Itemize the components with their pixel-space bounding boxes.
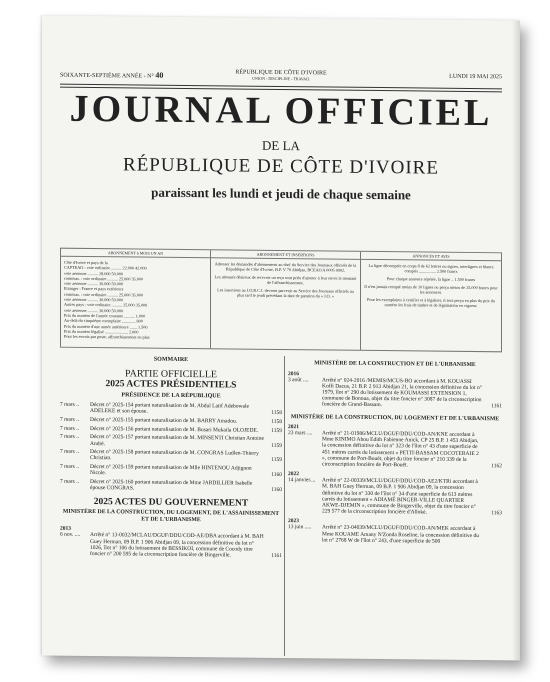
year-label: 2021 [288, 424, 299, 431]
motto: UNION - DISCIPLINE - TRAVAIL [252, 75, 310, 82]
entry-text: Décret n° 2025-159 portant naturalisation de Mlle HINTENOU Adjignon Nicole. [90, 464, 252, 477]
summary-heading: SOMMAIRE [153, 356, 189, 364]
subscription-box [60, 248, 502, 353]
journal-title: JOURNAL OFFICIEL [69, 87, 493, 135]
rate-line: CAPTEAO : voie ordinaire .......... 22.000 42.000 [64, 265, 147, 271]
entry-page: 1158 [271, 410, 282, 417]
year-label: SOIXANTE-SEPTIÈME ANNÉE - N° [60, 72, 154, 80]
toc-entry[interactable] [60, 417, 282, 426]
entry-date: 7 mars .. [60, 433, 79, 441]
government-acts-heading: 2025 ACTES DU GOUVERNEMENT [93, 497, 249, 510]
toc-entry[interactable] [288, 377, 502, 410]
insertions-header: ABONNEMENT ET INSERTIONS [211, 250, 360, 260]
insertions-paragraph: Adresser les demandes d'abonnement au chef du Service des Journaux officiels de la République de Côte d'Ivoire, B.P. V 70 Abidjan, BCEAO A 0005 0002. [214, 261, 357, 273]
republic-header [60, 68, 502, 85]
toc-entry[interactable] [60, 425, 282, 434]
rate-line: Au-delà du cinquième exemplaire ............. 800 [64, 317, 143, 324]
entry-text: Arrêté n° 23-04039/MCLU/DGUF/DDU/COD-AN/MEK accordant à Mme KOUAME Amany N'Zonda Roseline, la concession définitive du lot n° 2768 W de l'îlot n° 243, d'une superficie de 500 [322, 524, 479, 545]
entry-date: 6 nov. .... [60, 532, 81, 539]
rates-header: ABONNEMENT 6 MOIS UN AN [61, 249, 210, 259]
entry-text: Arrêté n° 22-00339/MCLU/DGUF/DDU/COD-AE2/KTRi accordant à M. BAH Guey Herman, 09 B.P. 1 906 Abidjan 09, la concession définitive du lot n° 330 de l'îlot n° 34 d'une superficie de 613 mètres carrés du lotissement « ADIAMÉ BINGER-VILLE QUARTIER AKWE-DJEMIN », commune de Bingerville, objet du titre foncier n° 229 577 de la circonscription foncière d'Alloké. [322, 477, 478, 516]
journal-cover-page [42, 15, 520, 660]
ministry-heading: MINISTÈRE DE LA CONSTRUCTION ET DE L'URBANISME [314, 360, 476, 369]
entry-text: Décret n° 2025-157 portant naturalisation de M. MINSENTI Christian Antoine André. [90, 434, 264, 447]
toc-entry[interactable] [60, 532, 282, 559]
notices-header: ANNONCES ET AVIS [361, 252, 501, 261]
entry-text: Décret n° 2025-160 portant naturalisation de Mme JARDILLIER Isabelle épouse CONGRAS. [90, 479, 253, 492]
entry-text: Arrêté n° 024-2016 /MEMIS/MCUS-BO accordant à M. KOUASSI Koffi Dacus, 21 B.P. 2 913 Abidjan 21, la concession définitive du lot n° 1979, îlot n° 290 du lotissement de KOUMASSI EXTENSION 1, commune de Bonoua, objet du titre foncier n° 3087 de la circonscription foncière de Grand-Bassam. [322, 376, 482, 409]
masthead [42, 87, 520, 204]
rate-line: Prix du numéro légalisé ...................... 2.000 [64, 328, 139, 335]
ministry-heading: MINISTÈRE DE LA CONSTRUCTION, DU LOGEMENT, DE L'ASSAINISSEMENT ET DE L'URBANISME [62, 509, 280, 524]
rate-line: commun. : voie ordinaire .......... 25.000 35.000 [64, 291, 143, 298]
subscription-notices-column [361, 252, 501, 351]
entry-page: 1158 [271, 418, 282, 425]
entry-date: 23 mars .... [288, 430, 313, 437]
rate-line: Etranger : France et pays extérieurs [64, 286, 124, 292]
entry-page: 1162 [491, 463, 502, 470]
year-label: 2016 [288, 370, 299, 377]
insertions-paragraph: Les abonnés désireux de recevoir un reçu sont priés d'ajouter à leur envoi le montant de l'affranchissement. [214, 274, 357, 286]
notices-paragraph: Il n'est jamais compté moins de 10 lignes ou perçu moins de 25.000 francs pour les annonces. [364, 283, 498, 295]
entry-date: 7 mars .. [60, 416, 79, 423]
column-divider [284, 356, 285, 656]
entry-date: 7 mars .. [60, 425, 79, 432]
entry-date: 13 juin ..... [288, 524, 312, 531]
toc-entry[interactable] [288, 430, 502, 469]
republic-name: RÉPUBLIQUE DE CÔTE D'IVOIRE [235, 69, 327, 77]
entry-text: Décret n° 2025-158 portant naturalisation de M. CONGRAS Ludlen-Thierry Christian. [90, 449, 259, 462]
rate-line: Prix du numéro d'une année antérieure ....... 1.500 [64, 323, 148, 330]
notices-paragraph: Pour chaque annonce répétée, la ligne .. 1.500 francs [386, 276, 476, 283]
toc-entry[interactable] [288, 525, 502, 546]
entry-page: 1161 [491, 403, 502, 410]
entry-date: 7 mars .. [60, 448, 79, 456]
year-label: 2013 [60, 526, 71, 533]
subscription-insertions-column [211, 250, 361, 350]
entry-date: 14 janvier.... [288, 477, 316, 484]
entry-page: 1161 [271, 552, 282, 560]
entry-page: 1160 [271, 487, 282, 494]
rate-line: Pour les envois par poste, affranchissement en plus [64, 333, 150, 340]
rate-line: Autres pays : voie ordinaire .......... 25.000 35.000 [64, 302, 148, 308]
rate-line: voie aérienne .......... 30.000 50.000 [64, 307, 124, 314]
de-la-label: DE LA [262, 137, 300, 154]
ministry-heading: MINISTÈRE DE LA CONSTRUCTION, DU LOGEMENT ET DE L'URBANISME [290, 413, 500, 422]
rate-line: Côte d'Ivoire et pays de la [64, 259, 108, 266]
year-label: 2022 [288, 471, 299, 478]
summary-left-column [60, 356, 282, 562]
rate-line: voie aérienne .......... 30.000 50.000 [64, 296, 124, 303]
entry-page: 1160 [271, 472, 282, 479]
entry-date: 7 mars .. [60, 463, 79, 471]
entry-text: Arrêté n° 21-01986/MCLU/DGUF/DDU/COD-AN/KNE accordant à Mme KINIMO Ahou Edith Fabienne Anick, CP 25 B.P. 1 453 Abidjan, la concession définitive du lot n° 323 de l'îlot n° 43 d'une superficie de 451 mètres carrés du lotissement « PETIT-BASSAM COCOTERAIE 2 », commune de Port-Bouët, objet du titre foncier n° 210 339 de la circonscription foncière de Port-Bouët. [322, 430, 479, 469]
rate-line: commun. : voie ordinaire .......... 25.000 35.000 [64, 275, 143, 282]
notices-paragraph: Pour les exemplaires à certifier et à légaliser, il sera perçu en plus du prix du numéro les frais de timbre et de légalisation en vigueur. [367, 296, 495, 309]
toc-entry[interactable] [288, 477, 502, 516]
presidency-heading: PRÉSIDENCE DE LA RÉPUBLIQUE [121, 392, 221, 400]
toc-entry[interactable] [60, 449, 282, 464]
entry-page: 1163 [491, 510, 502, 517]
presidential-acts-heading: 2025 ACTES PRÉSIDENTIELS [105, 379, 237, 391]
insertions-paragraph: Les insertions au J.O.R.C.I. devront parvenir au Service des Journaux officiels au plus tard le jeudi précédant la date de parution du « J.O. » [217, 287, 354, 299]
entry-text: Arrêté n° 13-0032/MCLAU/DGUF/DDU/COD-AE/DBA accordant à M. BAH Guey Herman, 09 B.P. 1 906 Abidjan 09, la concession définitive du lot n° 1026, îlot n° 106 du lotissement de BESSIKOI, commune de Cocody titre foncier n° 200 595 de la circonscription foncière de Bingerville. [90, 532, 264, 559]
issue-date: LUNDI 19 MAI 2025 [449, 73, 502, 81]
toc-entry[interactable] [60, 434, 282, 449]
entry-text: Décret n° 2025-155 portant naturalisation de M. BARRY Amadou. [90, 416, 238, 425]
entry-date: 7 mars .. [60, 478, 79, 485]
toc-entry[interactable] [60, 479, 282, 494]
schedule-line: paraissant les lundi et jeudi de chaque semaine [151, 184, 411, 203]
entry-date: 7 mars .. [60, 401, 79, 408]
entry-text: Décret n° 2025-154 portant naturalisation de M. Abdul Latif Adebowale ADELEKE et son épouse. [90, 401, 249, 415]
entry-page: 1159 [271, 442, 282, 449]
country-title: RÉPUBLIQUE DE CÔTE D'IVOIRE [123, 154, 439, 179]
rate-line: voie aérienne .......... 30.000 50.000 [64, 280, 124, 287]
subscription-rates-column [61, 249, 211, 349]
official-part-heading: PARTIE OFFICIELLE [124, 368, 218, 381]
summary-right-column [288, 358, 502, 548]
entry-date: 3 août .... [288, 376, 309, 383]
toc-entry[interactable] [60, 464, 282, 479]
issue-number: 40 [155, 70, 164, 80]
entry-page: 1159 [271, 427, 282, 434]
rate-line: Prix du numéro de l'année courante .......... 1.000 [64, 312, 146, 319]
notices-paragraph: La ligne décomptée en corps 8 de 62 lettres ou signes, interlignes et blancs compris ................ 2.500 francs [368, 262, 494, 274]
year-label: 2023 [288, 518, 299, 525]
rate-line: voie aérienne .......... 28.000 50.000 [64, 270, 124, 276]
toc-entry[interactable] [60, 402, 282, 417]
entry-page: 1159 [271, 457, 282, 464]
entry-text: Décret n° 2025-156 portant naturalisation de M. Busari Mukaila OLOJEDE. [90, 425, 259, 434]
